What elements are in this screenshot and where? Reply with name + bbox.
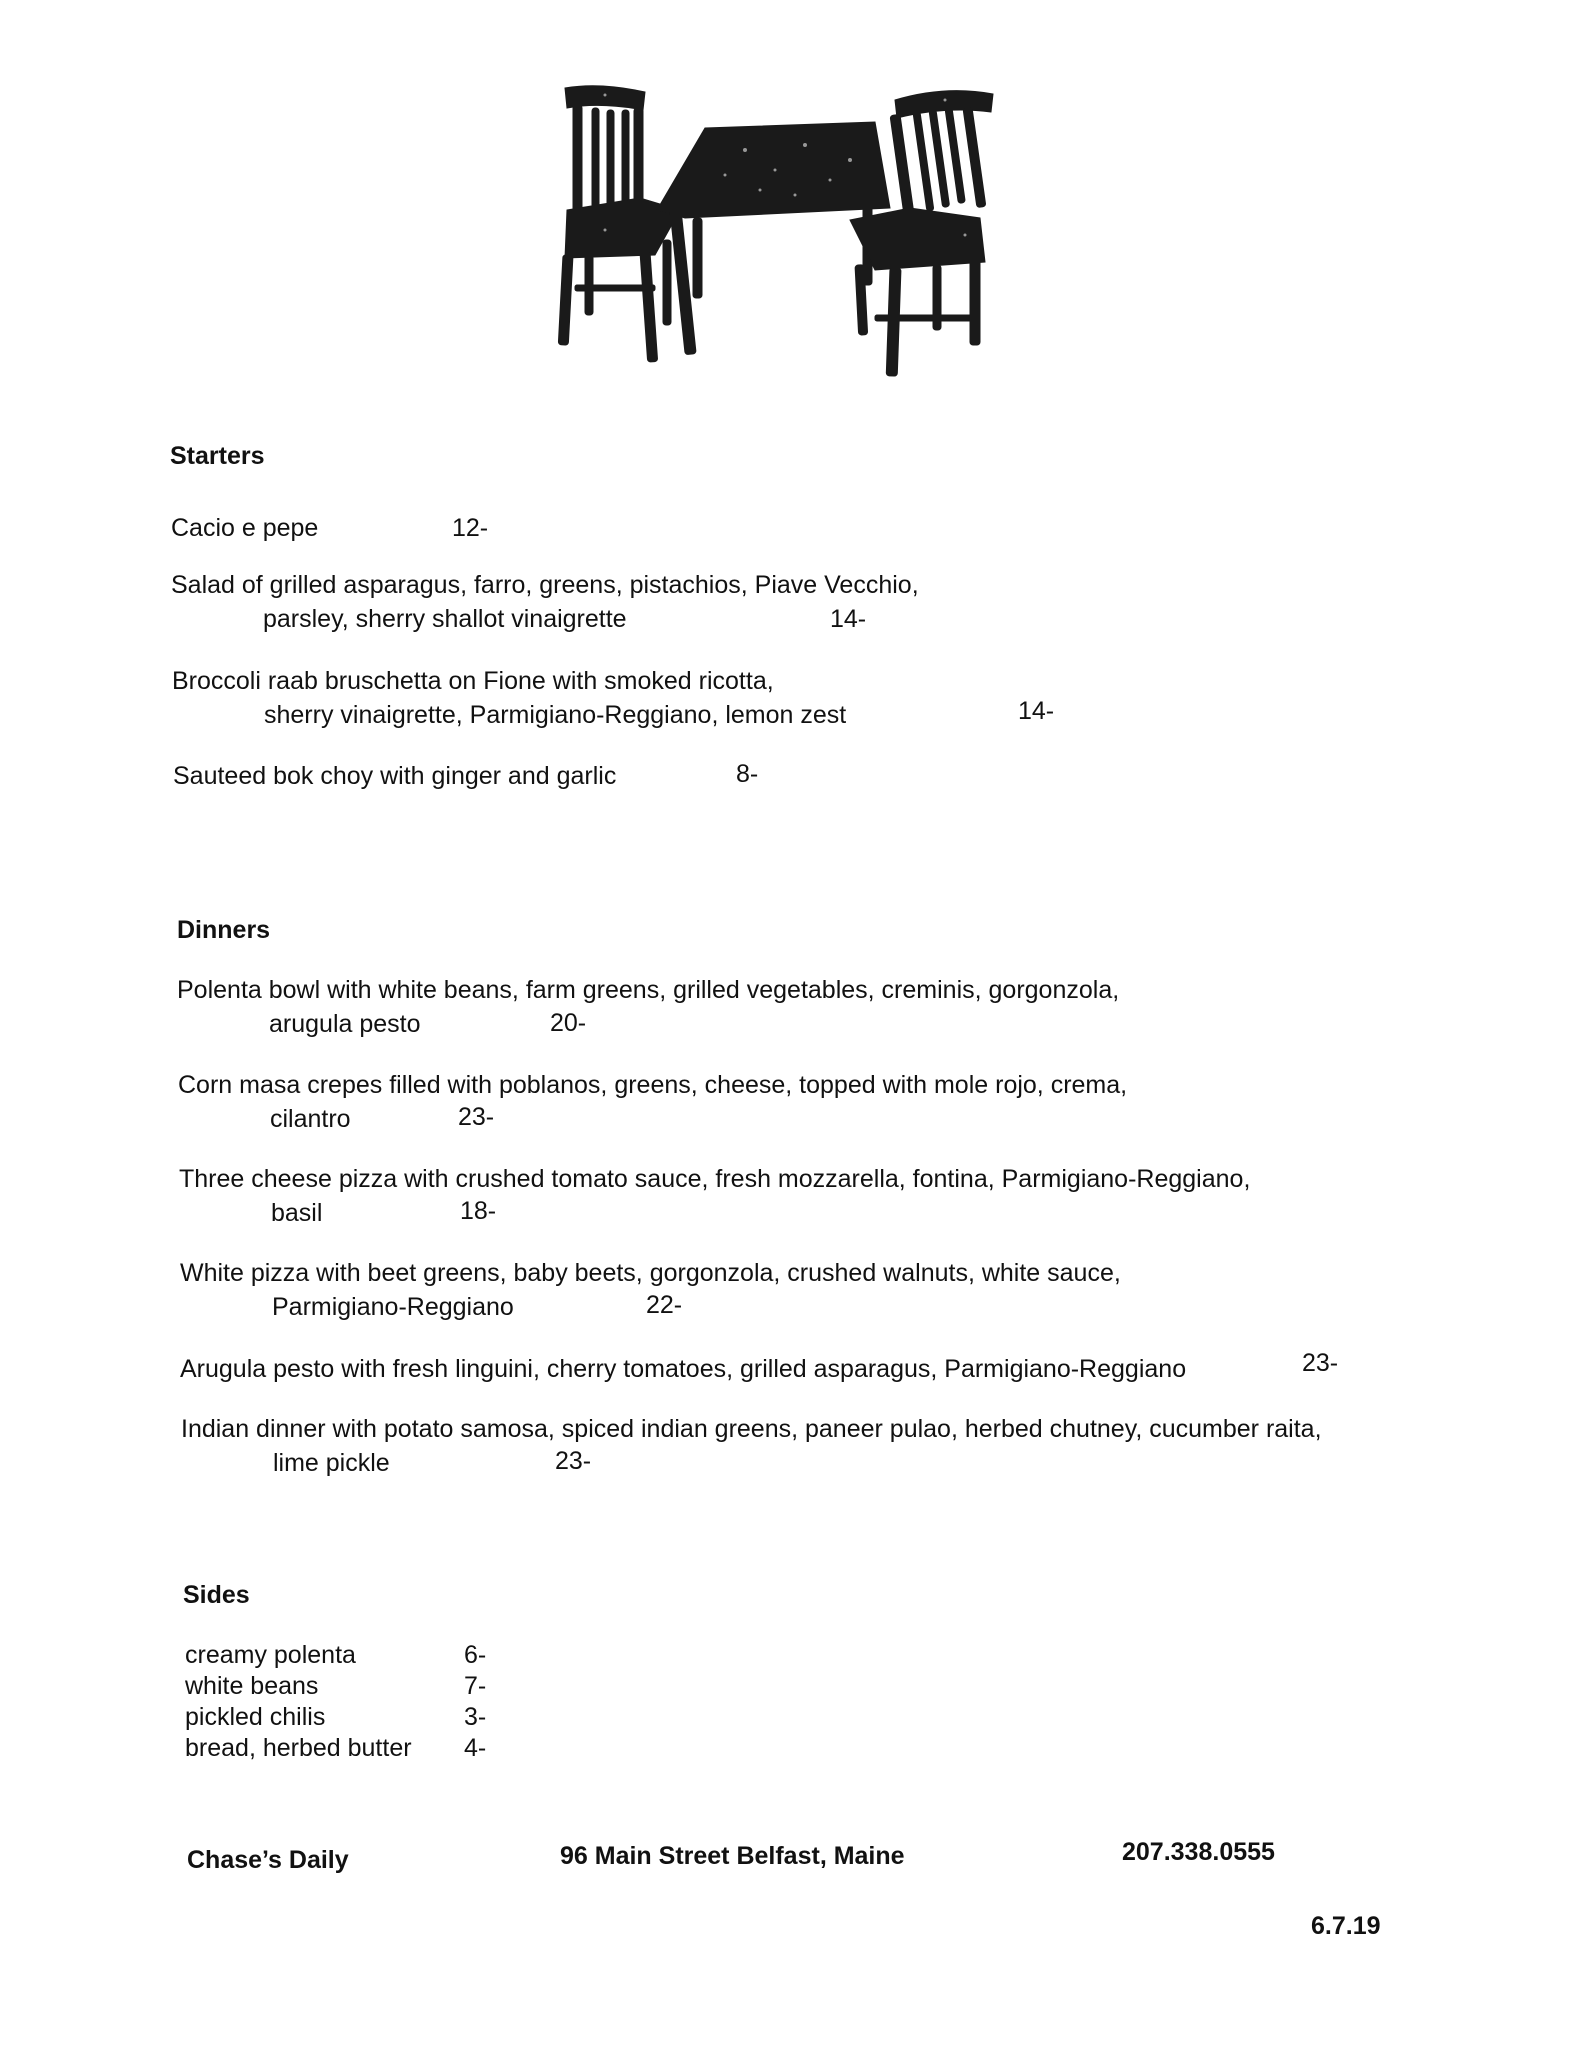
item-description: Salad of grilled asparagus, farro, greens, pistachios, Piave Vecchio,: [171, 571, 919, 599]
item-description: Polenta bowl with white beans, farm greens, grilled vegetables, creminis, gorgonzola,: [177, 976, 1120, 1004]
item-price: 14-: [1018, 697, 1055, 725]
restaurant-name: Chase’s Daily: [187, 1846, 349, 1874]
item-price: 23-: [1302, 1349, 1339, 1377]
item-price: 23-: [555, 1447, 592, 1475]
menu-item: [178, 1068, 1127, 1136]
restaurant-address: 96 Main Street Belfast, Maine: [560, 1842, 905, 1870]
menu-item: [179, 1162, 1250, 1230]
side-name: bread, herbed butter: [185, 1734, 412, 1762]
side-price: 4-: [464, 1734, 487, 1762]
list-item: [185, 1640, 487, 1671]
list-item: [185, 1702, 487, 1733]
side-name: creamy polenta: [185, 1641, 356, 1669]
item-description-cont: parsley, sherry shallot vinaigrette: [263, 605, 627, 633]
item-description-cont: cilantro: [270, 1105, 351, 1133]
menu-item: [177, 973, 1119, 1041]
sides-list: [185, 1640, 487, 1764]
item-price: 18-: [460, 1197, 497, 1225]
list-item: [185, 1671, 487, 1702]
menu-item: [171, 568, 919, 636]
side-name: white beans: [185, 1672, 319, 1700]
item-description: Cacio e pepe: [171, 514, 319, 542]
side-price: 3-: [464, 1703, 487, 1731]
menu-item: [180, 1352, 1186, 1386]
menu-date: 6.7.19: [1311, 1912, 1381, 1940]
side-name: pickled chilis: [185, 1703, 326, 1731]
menu-item: [181, 1412, 1322, 1480]
item-price: 8-: [736, 760, 759, 788]
restaurant-phone: 207.338.0555: [1122, 1838, 1275, 1866]
list-item: [185, 1733, 487, 1764]
item-description-cont: basil: [271, 1199, 323, 1227]
item-description: Corn masa crepes filled with poblanos, greens, cheese, topped with mole rojo, crema,: [178, 1071, 1128, 1099]
menu-item: [172, 664, 846, 732]
item-description: Broccoli raab bruschetta on Fione with smoked ricotta,: [172, 667, 774, 695]
side-price: 6-: [464, 1641, 487, 1669]
item-description: Sauteed bok choy with ginger and garlic: [173, 762, 617, 790]
item-description: White pizza with beet greens, baby beets, gorgonzola, crushed walnuts, white sauce,: [180, 1259, 1121, 1287]
item-description: Arugula pesto with fresh linguini, cherry tomatoes, grilled asparagus, Parmigiano-Reggiano: [180, 1355, 1187, 1383]
menu-item: [171, 511, 318, 545]
item-description: Three cheese pizza with crushed tomato sauce, fresh mozzarella, fontina, Parmigiano-Reggiano,: [179, 1165, 1251, 1193]
starters-heading: Starters: [170, 442, 265, 470]
item-price: 23-: [458, 1103, 495, 1131]
item-description-cont: lime pickle: [273, 1449, 390, 1477]
item-description-cont: Parmigiano-Reggiano: [272, 1293, 514, 1321]
side-price: 7-: [464, 1672, 487, 1700]
dinners-heading: Dinners: [177, 916, 271, 944]
sides-heading: Sides: [183, 1581, 250, 1609]
item-description-cont: sherry vinaigrette, Parmigiano-Reggiano, lemon zest: [264, 701, 847, 729]
item-price: 12-: [452, 514, 489, 542]
item-description-cont: arugula pesto: [269, 1010, 421, 1038]
menu-item: [173, 759, 616, 793]
item-price: 22-: [646, 1291, 683, 1319]
item-price: 20-: [550, 1009, 587, 1037]
item-description: Indian dinner with potato samosa, spiced indian greens, paneer pulao, herbed chutney, cucumber raita,: [181, 1415, 1322, 1443]
item-price: 14-: [830, 605, 867, 633]
table-and-chairs-icon: [545, 80, 1015, 380]
